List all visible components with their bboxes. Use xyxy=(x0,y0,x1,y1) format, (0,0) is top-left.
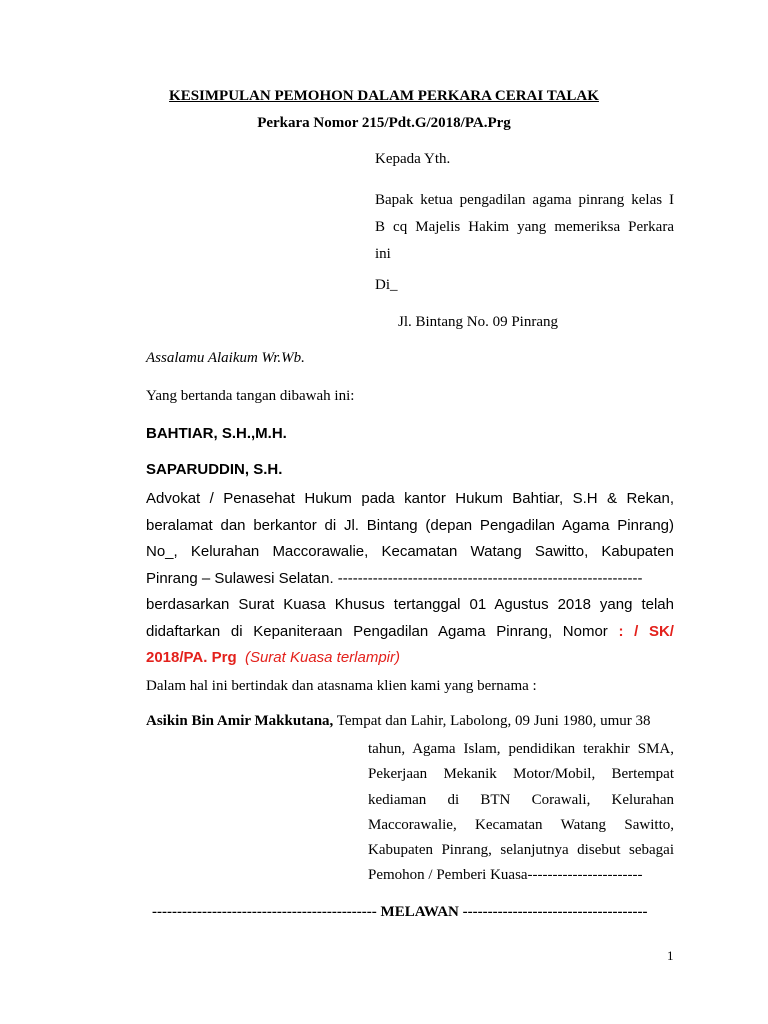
registration-number: : / SK/ xyxy=(618,622,674,640)
advocate-paragraph xyxy=(146,486,674,672)
advocate-line-7 xyxy=(146,645,674,672)
melawan-divider: --------------------------------------------- MELAWAN ------------------------------------- xyxy=(152,904,648,920)
advocate-line-1: Advokat / Penasehat Hukum pada kantor Hukum Bahtiar, S.H & Rekan, xyxy=(146,490,674,507)
page-number: 1 xyxy=(667,948,674,963)
addressee-block xyxy=(375,187,674,268)
advocate-line-6-text: didaftarkan di Kepaniteraan Pengadilan Agama Pinrang, Nomor xyxy=(146,622,608,640)
addressee-line-2: B cq Majelis Hakim yang memeriksa Perkara xyxy=(375,219,674,235)
advocate-line-6 xyxy=(146,619,674,646)
registration-year: 2018/PA. Prg xyxy=(146,649,237,666)
document-title: KESIMPULAN PEMOHON DALAM PERKARA CERAI TALAK xyxy=(169,88,599,104)
advocate-line-5: berdasarkan Surat Kuasa Khusus tertanggal 01 Agustus 2018 yang telah xyxy=(146,596,674,613)
signer-2: SAPARUDDIN, S.H. xyxy=(146,461,283,478)
client-first-line xyxy=(146,713,650,730)
addressee-line-3: ini xyxy=(375,246,391,262)
client-detail-line: Maccorawalie, Kecamatan Watang Sawitto, xyxy=(368,816,674,833)
advocate-line-4: Pinrang – Sulawesi Selatan. ------------------------------------------------------------- xyxy=(146,569,643,587)
client-detail-line: tahun, Agama Islam, pendidikan terakhir SMA, xyxy=(368,741,674,757)
client-details xyxy=(368,737,674,889)
client-detail-line: kediaman di BTN Corawali, Kelurahan xyxy=(368,791,674,808)
signer-1: BAHTIAR, S.H.,M.H. xyxy=(146,425,287,442)
client-detail-line: Pemohon / Pemberi Kuasa----------------------- xyxy=(368,867,643,884)
addressee-address: Jl. Bintang No. 09 Pinrang xyxy=(398,314,558,330)
client-detail-line: Kabupaten Pinrang, selanjutnya disebut sebagai xyxy=(368,842,674,859)
greeting: Assalamu Alaikum Wr.Wb. xyxy=(146,350,305,366)
attachment-note: (Surat Kuasa terlampir) xyxy=(244,649,401,666)
advocate-line-3: No_, Kelurahan Maccorawalie, Kecamatan Watang Sawitto, Kabupaten xyxy=(146,543,674,560)
client-name: Asikin Bin Amir Makkutana, xyxy=(146,713,334,729)
client-birth-info: Tempat dan Lahir, Labolong, 09 Juni 1980, umur 38 xyxy=(336,713,651,729)
addressee-line-1: Bapak ketua pengadilan agama pinrang kelas I xyxy=(375,192,674,208)
case-number: Perkara Nomor 215/Pdt.G/2018/PA.Prg xyxy=(257,115,511,131)
acting-statement: Dalam hal ini bertindak dan atasnama klien kami yang bernama : xyxy=(146,678,537,694)
addressee-di: Di_ xyxy=(375,277,398,293)
addressee-kepada: Kepada Yth. xyxy=(375,151,451,167)
client-detail-line: Pekerjaan Mekanik Motor/Mobil, Bertempat xyxy=(368,766,674,783)
intro-text: Yang bertanda tangan dibawah ini: xyxy=(146,388,355,404)
advocate-line-2: beralamat dan berkantor di Jl. Bintang (depan Pengadilan Agama Pinrang) xyxy=(146,516,674,534)
